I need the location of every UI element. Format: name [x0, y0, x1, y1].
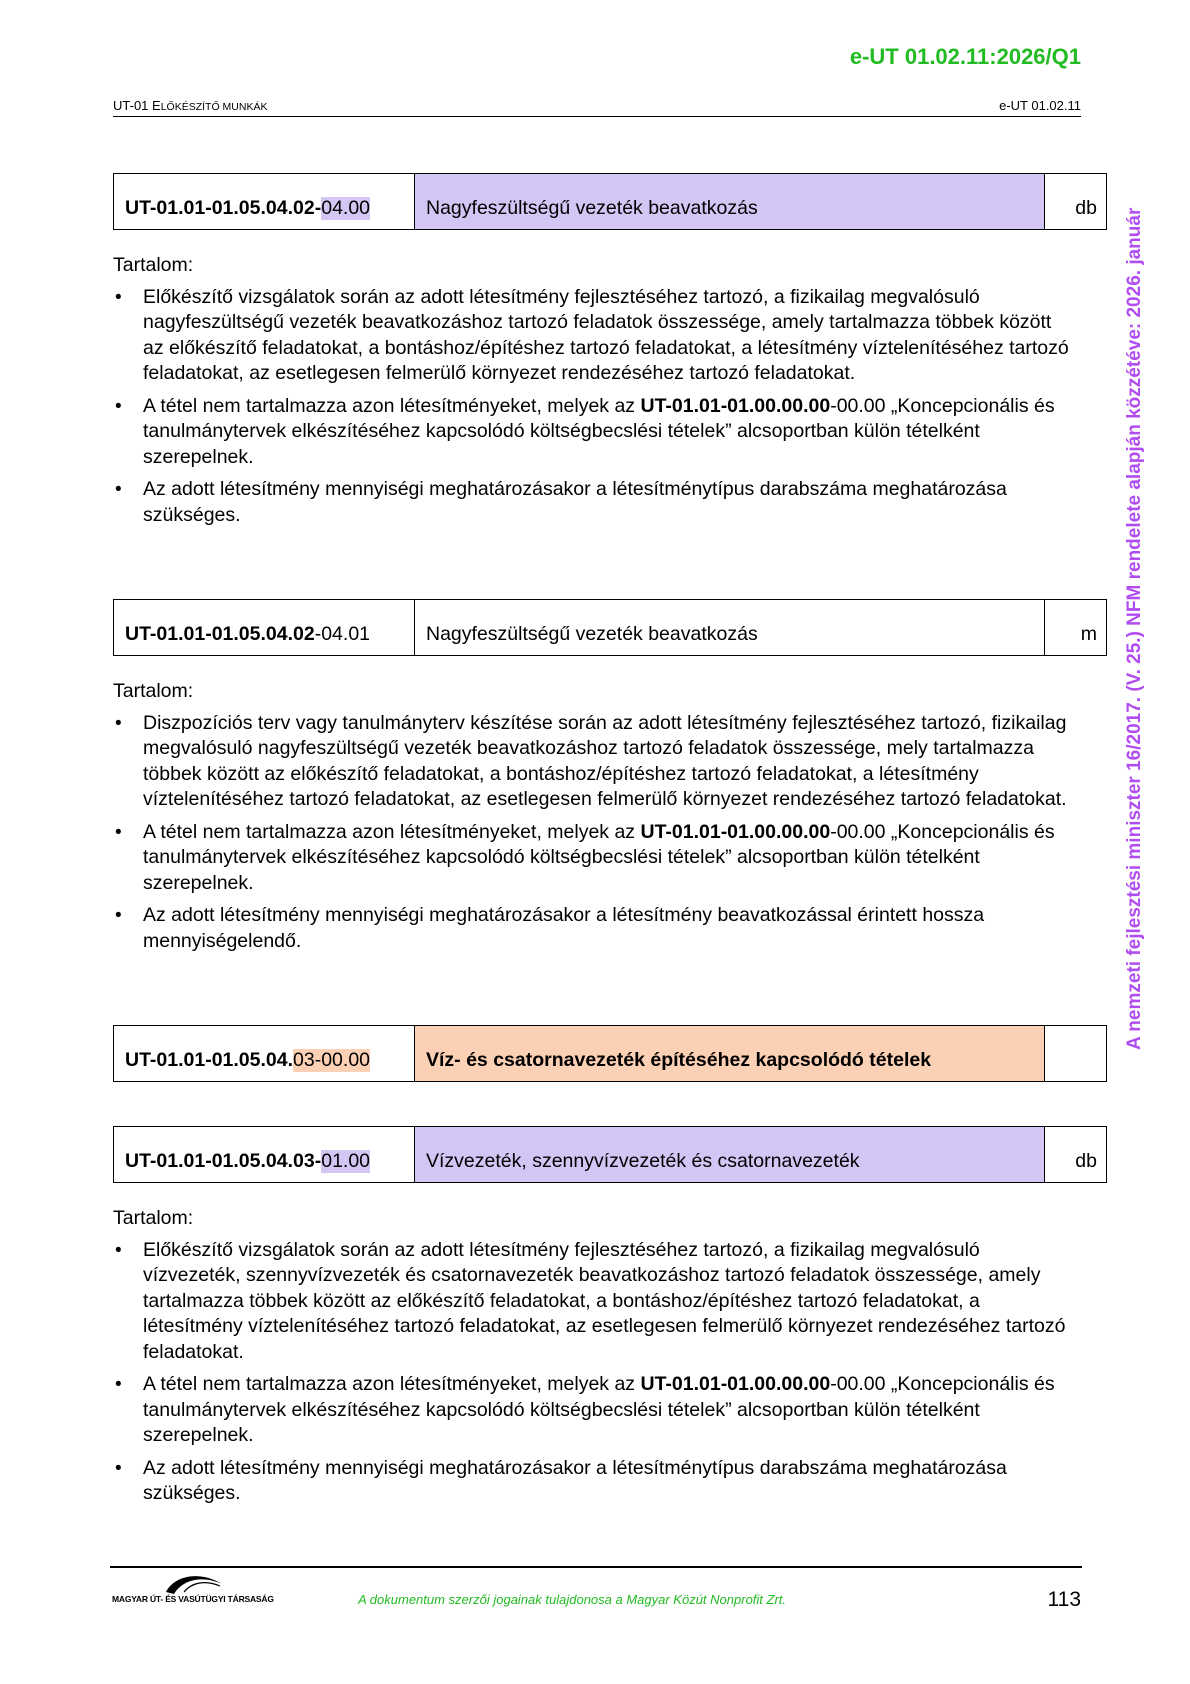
- chapter-rest: LŐKÉSZÍTŐ MUNKÁK: [160, 101, 268, 113]
- item-table-1: [113, 173, 1107, 230]
- code-highlight: 03-00.00: [293, 1049, 371, 1071]
- item-unit: db: [1075, 1150, 1097, 1172]
- bullet-item: • Az adott létesítmény mennyiségi meghatározásakor a létesítmény beavatkozással érintett hossza mennyiségelendő.: [113, 903, 1073, 954]
- item-table-3: [113, 1025, 1107, 1082]
- item-table-4: [113, 1126, 1107, 1183]
- bullet-item: • A tétel nem tartalmazza azon létesítményeket, melyek az UT-01.01-01.00.00.00-00.00 „Koncepcionális és tanulmánytervek elkészítéséhez kapcsolódó költségbecslési tételek” alcsoportban külön tételként szerepelnek.: [113, 820, 1073, 897]
- item-table-2: [113, 599, 1107, 656]
- item-content-1: [113, 253, 1073, 535]
- bullet-item: • Az adott létesítmény mennyiségi meghatározásakor a létesítménytípus darabszáma meghatározása szükséges.: [113, 1456, 1073, 1507]
- bullet-list: [113, 1238, 1073, 1507]
- running-header: [113, 96, 1081, 117]
- code-highlight: 04.00: [321, 197, 371, 219]
- content-label: Tartalom:: [113, 254, 194, 276]
- chapter-prefix: UT-01 E: [113, 98, 161, 113]
- org-logo: [112, 1572, 274, 1612]
- bullet-list: [113, 711, 1073, 955]
- item-content-4: [113, 1206, 1073, 1514]
- item-title: Víz- és csatornavezeték építéséhez kapcsolódó tételek: [415, 1026, 1045, 1081]
- standard-id: e-UT 01.02.11: [999, 98, 1081, 113]
- item-unit: db: [1075, 197, 1097, 219]
- document-id: e-UT 01.02.11:2026/Q1: [849, 44, 1081, 69]
- code-highlight: 01.00: [321, 1150, 371, 1172]
- item-code: [114, 1127, 415, 1182]
- bullet-list: [113, 285, 1073, 529]
- content-label: Tartalom:: [113, 680, 194, 702]
- bullet-item: • Előkészítő vizsgálatok során az adott létesítmény fejlesztéséhez tartozó, a fizikailag megvalósuló vízvezeték, szennyvízvezeték és csatornavezeték beavatkozáshoz tartozó feladatok összessége, amely tartalmazza többek között az előkészítő feladatokat, a bontáshoz/építéshez tartozó feladatokat, a létesítmény víztelenítéséhez tartozó feladatokat, az esetlegesen felmerülő környezet rendezéséhez tartozó feladatokat.: [113, 1238, 1073, 1366]
- item-content-2: [113, 679, 1073, 961]
- item-title: Nagyfeszültségű vezeték beavatkozás: [415, 174, 1045, 229]
- code-bold: UT-01.01-01.05.04.03-: [125, 1150, 322, 1172]
- bullet-item: • Előkészítő vizsgálatok során az adott létesítmény fejlesztéséhez tartozó, a fizikailag megvalósuló nagyfeszültségű vezeték beavatkozáshoz tartozó feladatok összessége, amely tartalmazza többek között az előkészítő feladatokat, a bontáshoz/építéshez tartozó feladatokat, a létesítmény víztelenítéséhez tartozó feladatokat, az esetlegesen felmerülő környezet rendezéséhez tartozó feladatokat.: [113, 285, 1073, 387]
- item-code: [114, 174, 415, 229]
- copyright-notice: A dokumentum szerzői jogainak tulajdonosa a Magyar Közút Nonprofit Zrt.: [358, 1592, 787, 1607]
- code-bold: UT-01.01-01.05.04.02-: [125, 197, 322, 219]
- org-name: MAGYAR ÚT- ÉS VASÚTÜGYI TÁRSASÁG: [112, 1594, 274, 1604]
- bullet-item: • A tétel nem tartalmazza azon létesítményeket, melyek az UT-01.01-01.00.00.00-00.00 „Koncepcionális és tanulmánytervek elkészítéséhez kapcsolódó költségbecslési tételek” alcsoportban külön tételként szerepelnek.: [113, 394, 1073, 471]
- code-bold: UT-01.01-01.05.04.02: [125, 623, 315, 645]
- item-title: Nagyfeszültségű vezeték beavatkozás: [415, 600, 1045, 655]
- bullet-item: • Az adott létesítmény mennyiségi meghatározásakor a létesítménytípus darabszáma meghatározása szükséges.: [113, 477, 1073, 528]
- code-bold: UT-01.01-01.05.04.: [125, 1049, 294, 1071]
- item-unit: m: [1080, 623, 1097, 645]
- content-label: Tartalom:: [113, 1207, 194, 1229]
- chapter-title: [113, 98, 267, 113]
- bullet-item: • Diszpozíciós terv vagy tanulmányterv készítése során az adott létesítmény fejlesztéséhez tartozó, fizikailag megvalósuló nagyfeszültségű vezeték beavatkozáshoz tartozó feladatok összessége, mely tartalmazza többek között az előkészítő feladatokat, a bontáshoz/építéshez tartozó feladatokat, a létesítmény víztelenítéséhez tartozó feladatokat, az esetlegesen felmerülő környezet rendezéséhez tartozó feladatokat.: [113, 711, 1073, 813]
- code-plain: -04.01: [314, 623, 371, 645]
- item-title: Vízvezeték, szennyvízvezeték és csatornavezeték: [415, 1127, 1045, 1182]
- bullet-item: • A tétel nem tartalmazza azon létesítményeket, melyek az UT-01.01-01.00.00.00-00.00 „Koncepcionális és tanulmánytervek elkészítéséhez kapcsolódó költségbecslési tételek” alcsoportban külön tételként szerepelnek.: [113, 1372, 1073, 1449]
- item-code: [114, 1026, 415, 1081]
- item-unit: [1045, 1026, 1106, 1081]
- publication-side-note: A nemzeti fejlesztési miniszter 16/2017. (V. 25.) NFM rendelete alapján közzétéve: 2026. január: [1124, 207, 1145, 1050]
- item-code: [114, 600, 415, 655]
- footer-divider: [110, 1566, 1082, 1568]
- logo-swoosh-icon: [164, 1572, 224, 1594]
- page-number: 113: [1047, 1588, 1081, 1611]
